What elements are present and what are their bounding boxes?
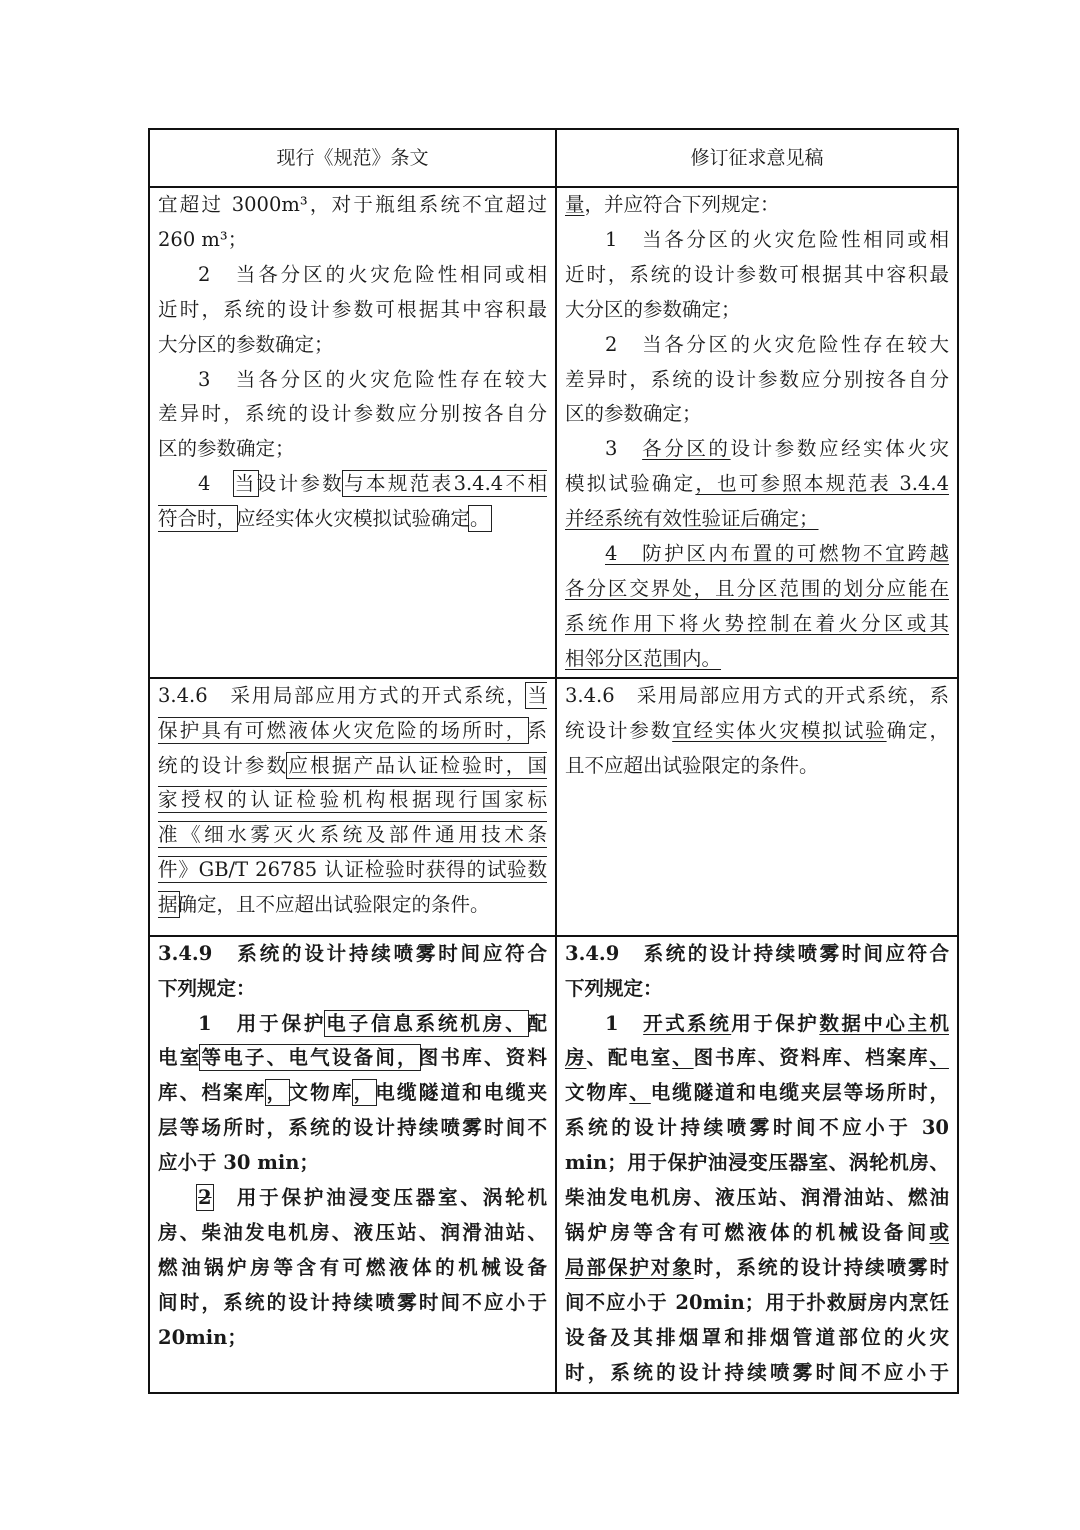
text-line: 下列规定：: [565, 976, 663, 1000]
text-line: 2 用于保护油浸变压器室、涡轮机: [198, 1186, 547, 1210]
inserted-text: 、: [629, 1081, 651, 1105]
text-line: 20min；: [158, 1325, 247, 1349]
text-line: 4 当设计参数与本规范表3.4.4不相: [198, 472, 547, 496]
inserted-text: 相邻分区范围内。: [565, 646, 722, 670]
text-line: 区的参数确定；: [565, 402, 702, 426]
comparison-table: [148, 128, 959, 1394]
text-line: 3 各分区的设计参数应经实体火灾: [605, 437, 949, 461]
text-line: 应小于 30 min；: [158, 1151, 319, 1175]
deleted-text-box: 保护具有可燃液体火灾危险的场所时，: [158, 718, 528, 742]
text-line: 文物库、电缆隧道和电缆夹层等场所时，: [565, 1081, 949, 1105]
text-line: [565, 607, 949, 642]
text-line: 燃油锅炉房等含有可燃液体的机械设备: [158, 1255, 547, 1279]
text-line: 柴油发电机房、液压站、润滑油站、燃油: [565, 1186, 949, 1210]
inserted-text: 系统作用下将火势控制在着火分区或其: [565, 611, 949, 635]
deleted-text-box: 据: [158, 893, 178, 917]
deleted-text-box: 当: [527, 683, 547, 707]
deleted-text-box: 应根据产品认证检验时，国: [288, 753, 547, 777]
text-line: 系统的设计持续喷雾时间不应小于 30: [565, 1116, 949, 1140]
inserted-text: 开式系统: [643, 1011, 732, 1035]
text-line: 大分区的参数确定；: [565, 297, 741, 321]
table-row: [149, 936, 958, 1393]
text-line: 2 当各分区的火灾危险性相同或相: [198, 262, 547, 286]
text-line: 3.4.6 采用局部应用方式的开式系统，当: [158, 683, 547, 707]
revision-draft-cell: [556, 187, 958, 678]
inserted-text: 或: [929, 1220, 949, 1244]
deleted-text-box: 件》GB/T 26785 认证检验时获得的试验数: [158, 858, 547, 882]
deleted-text-box: 当: [234, 472, 257, 496]
text-line: 3.4.6 采用局部应用方式的开式系统，系: [565, 683, 949, 707]
inserted-text: 各分区交界处，且分区范围的划分应能在: [565, 576, 949, 600]
deleted-text-box: 与本规范表3.4.4不相: [344, 472, 547, 496]
text-line: min；用于保护油浸变压器室、涡轮机房、: [565, 1151, 949, 1175]
text-line: 260 m³；: [158, 227, 248, 251]
text-line: 电室等电子、电气设备间，图书库、资料: [158, 1046, 547, 1070]
current-clause-cell: [149, 936, 556, 1393]
current-clause-cell: [149, 678, 556, 936]
deleted-text-box: 符合时，: [158, 507, 237, 531]
inserted-text: 量: [565, 193, 585, 216]
text-line: 房、配电室、图书库、资料库、档案库、: [565, 1046, 949, 1070]
text-line: 近时，系统的设计参数可根据其中容积最: [158, 297, 547, 321]
text-line: [565, 572, 949, 607]
text-line: 库、档案库，文物库，电缆隧道和电缆夹: [158, 1081, 547, 1105]
inserted-text: 、: [672, 1046, 694, 1070]
text-line: 锅炉房等含有可燃液体的机械设备间或: [565, 1220, 949, 1244]
text-line: [158, 853, 547, 888]
text-line: 层等场所时，系统的设计持续喷雾时间不: [158, 1116, 547, 1140]
header-row: [149, 129, 958, 187]
deleted-text-box: 等电子、电气设备间，: [201, 1046, 419, 1070]
text-line: 且不应超出试验限定的条件。: [565, 753, 819, 777]
inserted-text: ，也可参照本规范表 3.4.4: [695, 472, 949, 496]
deleted-text-box: ，: [266, 1081, 289, 1105]
text-line: 3.4.9 系统的设计持续喷雾时间应符合: [565, 941, 949, 965]
text-line: 时，系统的设计持续喷雾时间不应小于: [565, 1360, 949, 1384]
text-line: 宜超过 3000m³，对于瓶组系统不宜超过: [158, 193, 547, 216]
inserted-text: 局部保护对象: [565, 1255, 694, 1279]
inserted-text: 各分区的: [642, 437, 731, 461]
inserted-text: 房: [565, 1046, 587, 1070]
inserted-text: 数据中心主机: [819, 1011, 949, 1035]
inserted-text: 并经系统有效性验证后确定；: [565, 507, 819, 531]
text-line: 间时，系统的设计持续喷雾时间不应小于: [158, 1290, 547, 1314]
revision-draft-cell: [556, 936, 958, 1393]
text-line: 1 用于保护电子信息系统机房、配: [198, 1011, 547, 1035]
deleted-text-box: 。: [470, 507, 490, 531]
deleted-text-box: 准《细水雾灭火系统及部件通用技术条: [158, 823, 547, 847]
text-line: 大分区的参数确定；: [158, 332, 334, 356]
text-line: [565, 502, 949, 537]
text-line: [158, 783, 547, 818]
deleted-text-box: 家授权的认证检验机构根据现行国家标: [158, 788, 547, 812]
table-row: [149, 678, 958, 936]
text-line: 近时，系统的设计参数可根据其中容积最: [565, 262, 949, 286]
text-line: 量，并应符合下列规定：: [565, 193, 780, 216]
current-clause-cell: [149, 187, 556, 678]
header-revision-draft: 修订征求意见稿: [556, 129, 958, 187]
deleted-text-box: 2: [198, 1186, 212, 1210]
text-line: 3 当各分区的火灾危险性存在较大: [198, 367, 547, 391]
inserted-text: 宜经实体火灾模拟试验: [672, 718, 887, 742]
text-line: 局部保护对象时，系统的设计持续喷雾时: [565, 1255, 949, 1279]
text-line: 下列规定：: [158, 976, 256, 1000]
text-line: 区的参数确定；: [158, 437, 295, 461]
text-line: 3.4.9 系统的设计持续喷雾时间应符合: [158, 941, 547, 965]
deleted-text-box: 电子信息系统机房、: [326, 1011, 528, 1035]
text-line: 保护具有可燃液体火灾危险的场所时，系: [158, 718, 547, 742]
text-line: 设备及其排烟罩和排烟管道部位的火灾: [565, 1325, 949, 1349]
text-line: [158, 818, 547, 853]
text-line: [565, 642, 949, 677]
text-line: 2 当各分区的火灾危险性存在较大: [605, 332, 949, 356]
text-line: 统的设计参数应根据产品认证检验时，国: [158, 753, 547, 777]
text-line: [565, 537, 949, 572]
inserted-text: 4 防护区内布置的可燃物不宜跨越: [605, 542, 949, 566]
text-line: 1 当各分区的火灾危险性相同或相: [605, 227, 949, 251]
text-line: 统设计参数宜经实体火灾模拟试验确定，: [565, 718, 949, 742]
inserted-text: 、: [929, 1046, 949, 1070]
text-line: 差异时，系统的设计参数应分别按各自分: [158, 402, 547, 426]
revision-draft-cell: [556, 678, 958, 936]
text-line: 模拟试验确定，也可参照本规范表 3.4.4: [565, 472, 949, 496]
text-line: 符合时，应经实体火灾模拟试验确定。: [158, 507, 490, 531]
text-line: 据确定，且不应超出试验限定的条件。: [158, 893, 490, 917]
deleted-text-box: ，: [353, 1081, 376, 1105]
header-current-clause: 现行《规范》条文: [149, 129, 556, 187]
text-line: 差异时，系统的设计参数应分别按各自分: [565, 367, 949, 391]
text-line: 间不应小于 20min；用于扑救厨房内烹饪: [565, 1290, 949, 1314]
text-line: 1 开式系统用于保护数据中心主机: [605, 1011, 949, 1035]
table-row: [149, 187, 958, 678]
text-line: 房、柴油发电机房、液压站、润滑油站、: [158, 1220, 547, 1244]
